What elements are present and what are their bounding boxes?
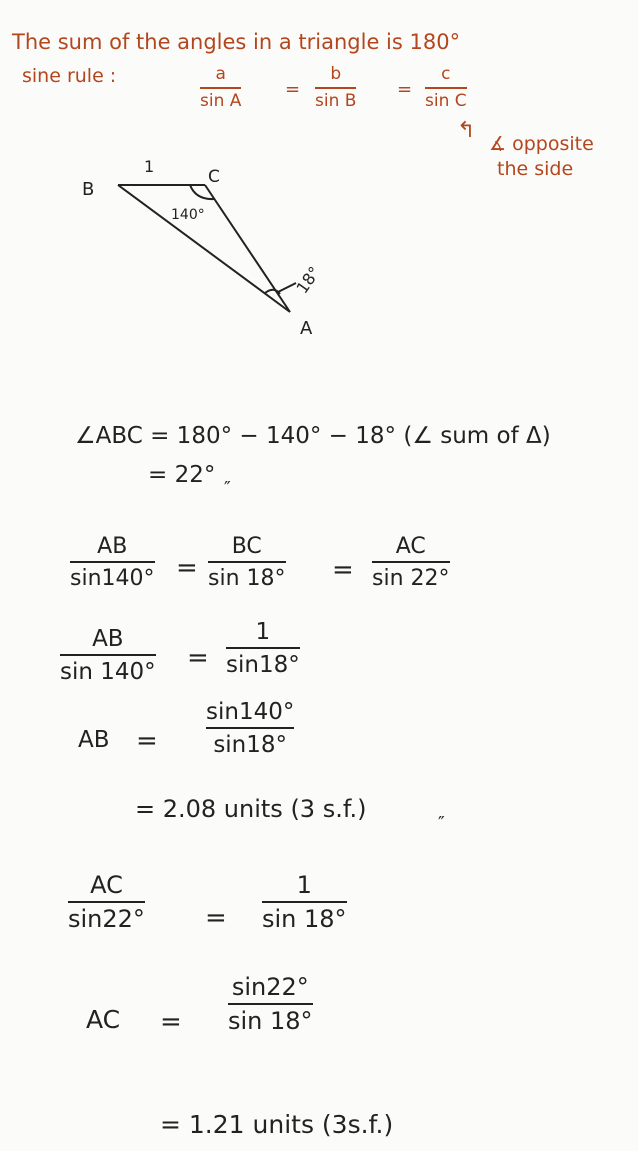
fraction-denominator: sin A (200, 90, 242, 111)
fraction-denominator: sin C (425, 90, 467, 111)
fraction-numerator: b (330, 64, 342, 84)
ac-result: = 1.21 units (3s.f.) (160, 1110, 394, 1139)
fraction-denominator: sin 18° (262, 905, 347, 934)
fraction-bar (68, 901, 145, 903)
fraction-denominator: sin 18° (228, 1007, 313, 1036)
sine-rule-label: sine rule : (22, 65, 117, 87)
equals-sign: = (176, 553, 198, 583)
fraction-bar (228, 1003, 313, 1005)
fraction-numerator: AB (92, 626, 124, 652)
fraction-numerator: sin22° (231, 973, 309, 1001)
angle-a-label: 18° (292, 262, 325, 298)
angle-sum-statement: The sum of the angles in a triangle is 180° (12, 30, 461, 54)
fraction-numerator: AB (97, 534, 128, 559)
equals-sign: = (160, 1007, 182, 1037)
equals-sign: = (187, 643, 209, 673)
ab-solve-lhs: AB (78, 727, 110, 753)
fraction-numerator: sin140° (206, 699, 295, 725)
side-bc-length: 1 (144, 157, 155, 176)
ratio-ac (372, 535, 450, 590)
fraction-bar (226, 647, 300, 649)
ab-step-rhs (226, 620, 300, 677)
equals-sign: = (285, 79, 301, 100)
ac-solve-rhs (228, 975, 313, 1034)
fraction-numerator: AC (90, 871, 123, 899)
ratio-ab (70, 535, 155, 590)
fraction-numerator: 1 (296, 871, 312, 899)
fraction-bar (262, 901, 347, 903)
fraction-denominator: sin 22° (372, 566, 450, 592)
ab-result: = 2.08 units (3 s.f.) (135, 795, 367, 823)
angle-abc-result: = 22° (148, 462, 216, 488)
fraction-bar (208, 561, 286, 563)
fraction-denominator: sin22° (68, 905, 145, 934)
ab-step-lhs (60, 627, 156, 684)
fraction-numerator: 1 (255, 619, 271, 645)
fraction-bar (60, 654, 156, 656)
fraction-denominator: sin140° (70, 566, 155, 592)
ac-step-lhs (68, 873, 145, 932)
ac-solve-lhs: AC (86, 1005, 121, 1034)
vertex-b-label: B (82, 179, 95, 200)
fraction-numerator: a (215, 64, 226, 84)
angle-c-label: 140° (171, 207, 205, 223)
fraction-denominator: sin B (315, 90, 357, 111)
equals-sign: = (136, 726, 158, 756)
fraction-denominator: sin 140° (60, 659, 156, 686)
fraction-bar (70, 561, 155, 563)
curved-arrow-icon: ↰ (457, 118, 476, 143)
fraction-numerator: c (441, 64, 451, 84)
vertex-a-label: A (300, 318, 313, 339)
equals-sign: = (397, 79, 413, 100)
double-tick-mark: ″ (438, 813, 445, 834)
fraction-denominator: sin18° (213, 732, 288, 759)
note-opposite: ∡ opposite (489, 133, 594, 155)
fraction-bar (372, 561, 450, 563)
double-tick-mark: ″ (224, 478, 231, 499)
fraction-numerator: BC (231, 534, 262, 559)
side-ba (118, 185, 290, 312)
vertex-c-label: C (208, 167, 220, 187)
equals-sign: = (332, 555, 354, 585)
ac-step-rhs (262, 873, 347, 932)
ratio-bc (208, 535, 286, 590)
fraction-bar (206, 727, 294, 729)
side-ca (205, 185, 290, 312)
ab-solve-rhs (206, 700, 294, 757)
note-the-side: the side (497, 158, 574, 180)
equals-sign: = (205, 903, 227, 933)
fraction-denominator: sin18° (226, 652, 300, 679)
fraction-numerator: AC (395, 534, 426, 559)
angle-abc-line: ∠ABC = 180° − 140° − 18° (∠ sum of Δ) (75, 423, 551, 449)
fraction-denominator: sin 18° (208, 566, 286, 592)
